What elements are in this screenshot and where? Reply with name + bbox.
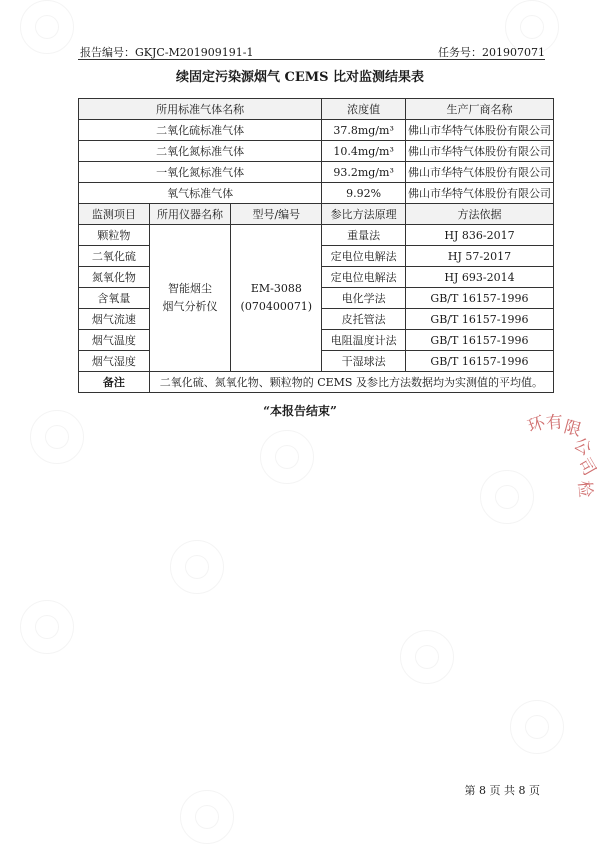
- remark-label: 备注: [79, 372, 150, 393]
- gas-name: 氧气标准气体: [79, 183, 322, 204]
- column-header: 监测项目: [79, 204, 150, 225]
- watermark-seal-icon: [400, 630, 454, 684]
- model-line: EM-3088: [250, 282, 302, 295]
- gas-maker: 佛山市华特气体股份有限公司: [405, 120, 553, 141]
- model-line: (070400071): [240, 300, 313, 313]
- column-header: 方法依据: [405, 204, 553, 225]
- method-principle: 定电位电解法: [322, 267, 406, 288]
- method-principle: 电化学法: [322, 288, 406, 309]
- monitor-item: 二氧化硫: [79, 246, 150, 267]
- report-end-text: “本报告结束”: [263, 404, 337, 418]
- method-principle: 重量法: [322, 225, 406, 246]
- method-principle: 干湿球法: [322, 351, 406, 372]
- method-basis: GB/T 16157-1996: [405, 330, 553, 351]
- table-row: [79, 162, 554, 183]
- gas-name: 一氧化氮标准气体: [79, 162, 322, 183]
- monitor-item: 烟气流速: [79, 309, 150, 330]
- method-principle: 皮托管法: [322, 309, 406, 330]
- method-basis: GB/T 16157-1996: [405, 351, 553, 372]
- table-row: [79, 120, 554, 141]
- gas-maker: 佛山市华特气体股份有限公司: [405, 162, 553, 183]
- method-table-header: [79, 204, 554, 225]
- report-number: 报告编号：GKJC-M201909191-1: [80, 46, 254, 59]
- column-header: 型号/编号: [231, 204, 322, 225]
- monitor-item: 氮氧化物: [79, 267, 150, 288]
- stamp-char: 有: [545, 412, 564, 434]
- method-principle: 定电位电解法: [322, 246, 406, 267]
- monitor-item: 含氧量: [79, 288, 150, 309]
- watermark-seal-icon: [510, 700, 564, 754]
- table-row: [79, 183, 554, 204]
- column-header: 生产厂商名称: [405, 99, 553, 120]
- gas-concentration: 93.2mg/m³: [322, 162, 406, 183]
- method-principle: 电阻温度计法: [322, 330, 406, 351]
- instrument-name: [149, 225, 231, 372]
- gas-maker: 佛山市华特气体股份有限公司: [405, 141, 553, 162]
- gas-table-header: [79, 99, 554, 120]
- instrument-line: 智能烟尘: [168, 282, 213, 295]
- instrument-model: [231, 225, 322, 372]
- gas-name: 二氧化氮标准气体: [79, 141, 322, 162]
- page-header: [80, 40, 545, 60]
- method-basis: HJ 836-2017: [405, 225, 553, 246]
- gas-name: 二氧化硫标准气体: [79, 120, 322, 141]
- method-basis: GB/T 16157-1996: [405, 309, 553, 330]
- gas-maker: 佛山市华特气体股份有限公司: [405, 183, 553, 204]
- watermark-seal-icon: [20, 0, 74, 54]
- monitor-item: 烟气湿度: [79, 351, 150, 372]
- gas-concentration: 9.92%: [322, 183, 406, 204]
- method-basis: HJ 57-2017: [405, 246, 553, 267]
- stamp-char: 限: [561, 417, 584, 441]
- method-basis: GB/T 16157-1996: [405, 288, 553, 309]
- column-header: 参比方法原理: [322, 204, 406, 225]
- company-stamp: [520, 410, 600, 520]
- watermark-seal-icon: [260, 430, 314, 484]
- watermark-seal-icon: [170, 540, 224, 594]
- header-divider: [78, 59, 545, 60]
- results-table: [78, 98, 554, 393]
- column-header: 浓度值: [322, 99, 406, 120]
- page-number: 第 8 页 共 8 页: [464, 784, 540, 797]
- method-basis: HJ 693-2014: [405, 267, 553, 288]
- stamp-char: 司: [573, 454, 600, 480]
- column-header: 所用标准气体名称: [79, 99, 322, 120]
- gas-concentration: 10.4mg/m³: [322, 141, 406, 162]
- monitor-item: 烟气温度: [79, 330, 150, 351]
- column-header: 所用仪器名称: [149, 204, 231, 225]
- monitor-item: 颗粒物: [79, 225, 150, 246]
- remark-row: [79, 372, 554, 393]
- page-title: 续固定污染源烟气 CEMS 比对监测结果表: [175, 70, 425, 85]
- remark-text: 二氧化硫、氮氧化物、颗粒物的 CEMS 及参比方法数据均为实测值的平均值。: [149, 372, 553, 393]
- watermark-seal-icon: [20, 600, 74, 654]
- stamp-char: 公: [569, 433, 596, 461]
- table-row: [79, 141, 554, 162]
- gas-concentration: 37.8mg/m³: [322, 120, 406, 141]
- stamp-char: 检: [573, 479, 596, 499]
- table-row: [79, 225, 554, 246]
- stamp-char: 环: [525, 412, 548, 438]
- task-number: 任务号：201907071: [438, 46, 545, 59]
- instrument-line: 烟气分析仪: [162, 300, 218, 313]
- watermark-seal-icon: [180, 790, 234, 844]
